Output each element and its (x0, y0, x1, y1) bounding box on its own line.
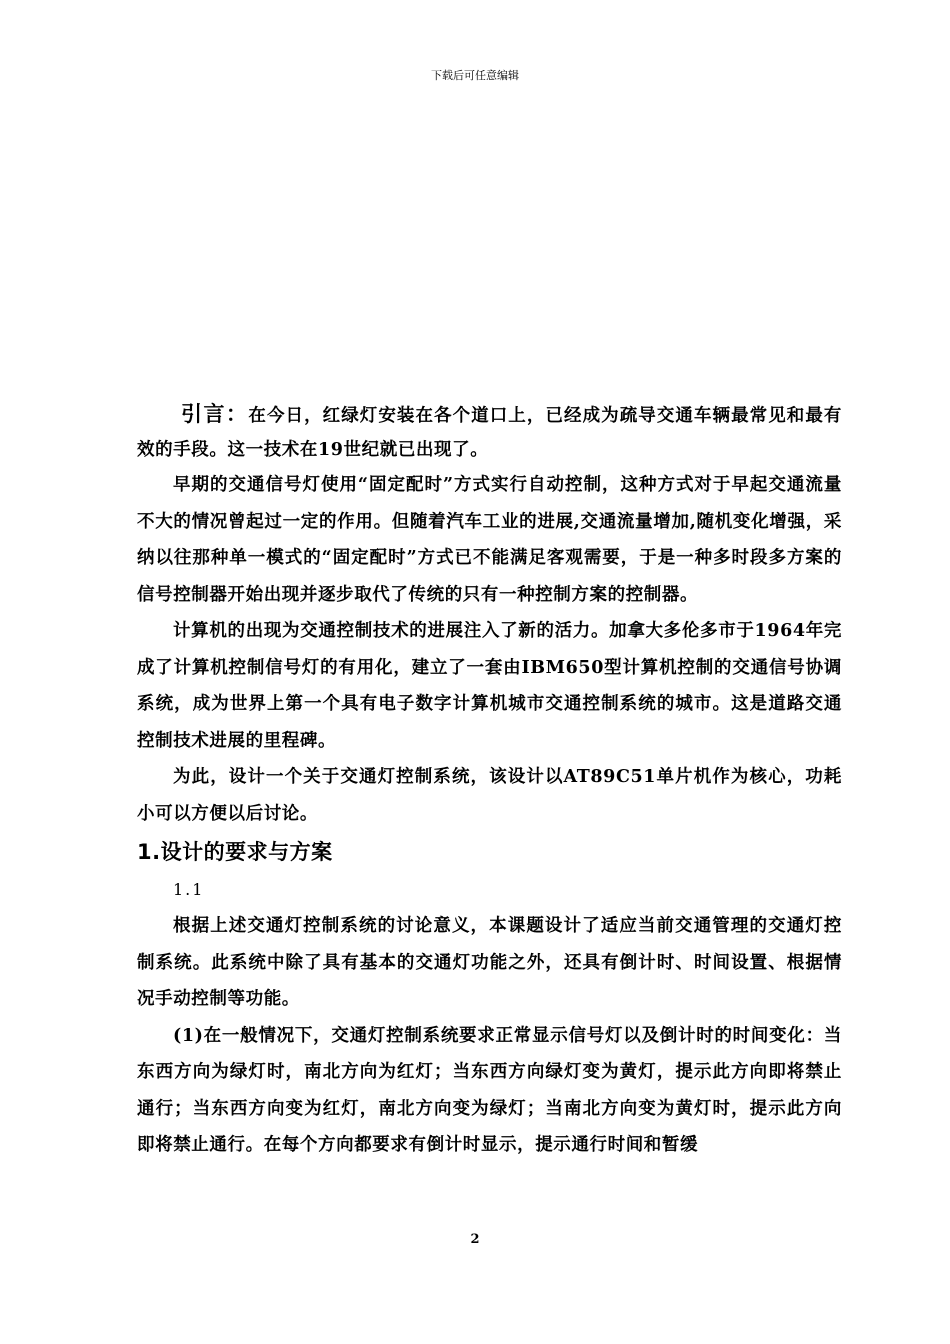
document-body (137, 397, 842, 1164)
page-number: 2 (470, 1232, 480, 1247)
intro-label: 引言： (181, 402, 249, 426)
header-note: 下载后可任意编辑 (431, 69, 519, 82)
section-paragraph-1: 根据上述交通灯控制系统的讨论意义，本课题设计了适应当前交通管理的交通灯控制系统。此系统中除了具有基本的交通灯功能之外，还具有倒计时、时间设置、根据情况手动控制等功能。 (137, 916, 842, 1009)
section-paragraph-2: (1)在一般情况下，交通灯控制系统要求正常显示信号灯以及倒计时的时间变化：当东西方向为绿灯时，南北方向为红灯；当东西方向绿灯变为黄灯，提示此方向即将禁止通行；当东西方向变为红灯，南北方向变为绿灯；当南北方向变为黄灯时，提示此方向即将禁止通行。在每个方向都要求有倒计时显示，提示通行时间和暂缓 (137, 1025, 842, 1155)
intro-text: 在今日，红绿灯安装在各个道口上，已经成为疏导交通车辆最常见和最有效的手段。这一技术在19世纪就已出现了。 (137, 406, 843, 460)
body-paragraph-2: 计算机的出现为交通控制技术的进展注入了新的活力。加拿大多伦多市于1964年完成了计算机控制信号灯的有用化，建立了一套由IBM650型计算机控制的交通信号协调系统，成为世界上第一个具有电子数字计算机城市交通控制系统的城市。这是道路交通控制技术进展的里程碑。 (137, 621, 842, 751)
body-paragraph-3: 为此，设计一个关于交通灯控制系统，该设计以AT89C51单片机作为核心，功耗小可以方便以后讨论。 (137, 767, 842, 824)
intro-paragraph (137, 397, 842, 467)
section-heading: 1.设计的要求与方案 (137, 840, 333, 864)
body-paragraph-1: 早期的交通信号灯使用“固定配时”方式实行自动控制，这种方式对于早起交通流量不大的情况曾起过一定的作用。但随着汽车工业的进展,交通流量增加,随机变化增强，采纳以往那种单一模式的“固定配时”方式已不能满足客观需要，于是一种多时段多方案的信号控制器开始出现并逐步取代了传统的只有一种控制方案的控制器。 (137, 475, 842, 605)
subsection-number: 1.1 (173, 880, 205, 899)
